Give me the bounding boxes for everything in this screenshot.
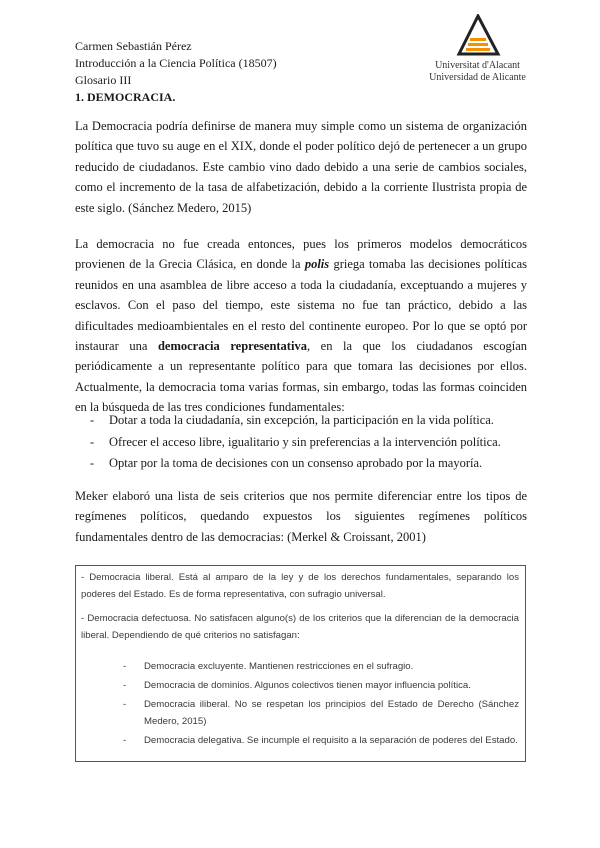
liberal-democracy-text: - Democracia liberal. Está al amparo de la ley y de los derechos fundamentales, separando los poderes del Estado. Es de forma representativa, con sufragio universal. [81,572,519,600]
list-item: - Democracia de dominios. Algunos colectivos tienen mayor influencia política. [76,677,519,694]
document-title: Glosario III [75,73,132,87]
regime-types-box [75,565,526,762]
university-name-spanish: Universidad de Alicante [429,72,526,83]
defective-types-list [76,658,519,751]
condition-text: Optar por la toma de decisiones con un consenso aprobado por la mayoría. [109,456,483,470]
representative-democracy-term: democracia representativa [157,339,307,354]
condition-text: Ofrecer el acceso libre, igualitario y sin preferencias a la intervención política. [109,434,501,449]
history-text-b: griega tomaba las decisiones políticas reunidos en una asamblea de libre acceso a toda la ciudadanía, exceptuando a mujeres y esclavos. Con el paso del tiempo, este sistema no fue tan práctico, debido a las dificultades medioambientales en el resto del continente europeo. Por lo que se optó por instaurar una [75,257,527,354]
paragraph-history [75,234,527,418]
list-item: - Democracia delegativa. Se incumple el requisito a la separación de poderes del Estado. [76,732,519,749]
course-title: Introducción a la Ciencia Política (18507) [75,56,277,70]
list-item [75,432,527,454]
conditions-list [75,410,527,475]
university-emblem-icon [454,14,504,58]
paragraph-criteria: Meker elaboró una lista de seis criterios que nos permite diferenciar entre los tipos de regímenes políticos, quedando expuestos los siguientes regímenes políticos fundamentales dentro de las democracias: (Merkel & Croissant, 2001) [75,489,527,544]
list-item [75,453,527,475]
history-text-a: La democracia no fue creada entonces, pues los primeros modelos democráticos provienen de la Grecia Clásica, en donde la [75,237,527,272]
section-heading: 1. DEMOCRACIA. [75,90,176,104]
paragraph-definition: La Democracia podría definirse de manera muy simple como un sistema de organización política que tuvo su auge en el XIX, donde el poder político dejó de pertenecer a un grupo reducido de ciudadanos. Este cambio vino dado debido a una serie de cambios sociales, como el incremento de la tasa de alfabetización, debido a la corriente Ilustrista propia de este siglo. (Sánchez Medero, 2015) [75,119,527,215]
list-item [75,410,527,432]
university-name-valencian: Universitat d'Alacant [435,60,520,71]
polis-term: polis [304,257,330,272]
list-item: - Democracia iliberal. No se respetan los principios del Estado de Derecho (Sánchez Medero, 2015) [76,696,519,730]
list-item: - Democracia excluyente. Mantienen restricciones en el sufragio. [76,658,519,675]
condition-text: Dotar a toda la ciudadanía, sin excepción, la participación en la vida política. [109,413,494,427]
history-text-c: , en la que los ciudadanos escogían periódicamente a un representante político para que tomara las decisiones por ellos. Actualmente, la democracia toma varias formas, sin embargo, todas las formas coinciden en la búsqueda de las tres condiciones fundamentales: [75,339,528,415]
university-logo [420,14,535,84]
defective-democracy-text: - Democracia defectuosa. No satisfacen alguno(s) de los criterios que la diferencian de la democracia liberal. Dependiendo de qué criterios no satisfagan: [81,613,519,641]
author-name: Carmen Sebastián Pérez [75,39,192,53]
